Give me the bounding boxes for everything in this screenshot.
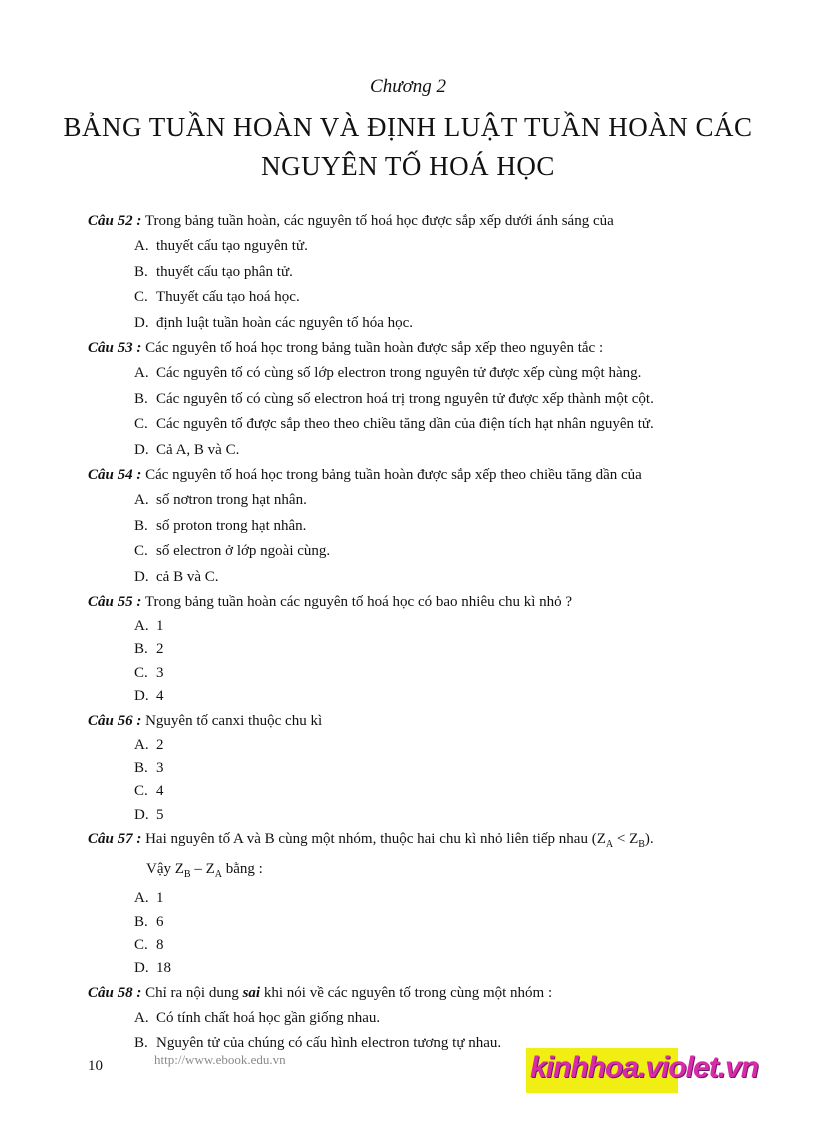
page-number: 10	[88, 1058, 103, 1074]
option-text: Thuyết cấu tạo hoá học.	[156, 289, 300, 305]
option-letter: A.	[134, 365, 149, 381]
option-letter: A.	[134, 492, 149, 508]
option-d	[88, 565, 788, 591]
option-text: định luật tuần hoàn các nguyên tố hóa học.	[156, 314, 414, 331]
option-c	[88, 662, 788, 685]
z-symbol: Z	[596, 831, 606, 848]
option-a	[88, 488, 788, 514]
option-c	[88, 780, 788, 803]
option-text: Có tính chất hoá học gần giống nhau.	[156, 1009, 381, 1026]
option-letter: C.	[134, 664, 148, 681]
option-letter: A.	[134, 890, 149, 907]
option-letter: A.	[134, 618, 149, 634]
option-a	[88, 234, 788, 260]
close-paren: ).	[644, 831, 654, 848]
options-57	[88, 887, 788, 981]
question-56	[88, 709, 788, 734]
option-letter: C.	[134, 783, 148, 800]
option-text: 6	[156, 913, 164, 930]
option-b	[88, 638, 788, 661]
question-57-continuation	[88, 857, 788, 887]
options-58	[88, 1006, 788, 1057]
watermark-badge	[526, 1048, 759, 1093]
less-than: <	[613, 831, 630, 848]
option-d	[88, 804, 788, 827]
option-c	[88, 412, 788, 438]
option-letter: B.	[134, 760, 148, 777]
options-55	[88, 615, 788, 709]
subscript-a: A	[605, 839, 614, 851]
option-c	[88, 539, 788, 565]
option-a	[88, 361, 788, 387]
z-symbol: Z	[205, 861, 215, 878]
question-text: Các nguyên tố hoá học trong bảng tuần hoàn được sắp xếp theo nguyên tắc :	[141, 340, 604, 356]
option-letter: D.	[134, 806, 149, 823]
option-a	[88, 615, 788, 638]
option-text: Các nguyên tố có cùng số lớp electron trong nguyên tử được xếp cùng một hàng.	[156, 365, 642, 381]
option-letter: B.	[134, 1035, 148, 1052]
question-55	[88, 590, 788, 615]
question-label: Câu 56 :	[88, 712, 142, 729]
option-letter: D.	[134, 960, 149, 977]
option-text: 2	[156, 641, 164, 658]
question-text-post: khi nói về các nguyên tố trong cùng một nhóm :	[260, 984, 553, 1001]
option-letter: C.	[134, 416, 148, 432]
cont-prefix: Vậy	[146, 861, 175, 878]
option-letter: B.	[134, 390, 148, 407]
question-57	[88, 827, 788, 857]
option-letter: C.	[134, 543, 148, 559]
option-text: số electron ở lớp ngoài cùng.	[156, 543, 331, 559]
question-label: Câu 54 :	[88, 467, 142, 483]
option-a	[88, 1006, 788, 1032]
option-c	[88, 934, 788, 957]
question-label: Câu 52 :	[88, 213, 142, 229]
subscript-b: B	[183, 869, 191, 881]
option-letter: A.	[134, 238, 149, 254]
question-label: Câu 57 :	[88, 831, 142, 848]
option-letter: C.	[134, 289, 148, 305]
badge-logo-text: kinhhoa.violet.vn	[530, 1051, 759, 1084]
question-text: Hai nguyên tố A và B cùng một nhóm, thuộc hai chu kì nhỏ liên tiếp nhau (	[141, 831, 597, 848]
option-text: thuyết cấu tạo phân tử.	[156, 263, 293, 280]
option-letter: A.	[134, 1009, 149, 1026]
subscript-b: B	[638, 839, 645, 851]
option-c	[88, 285, 788, 311]
question-58	[88, 981, 788, 1006]
question-label: Câu 58 :	[88, 984, 142, 1001]
option-text: 4	[156, 783, 164, 800]
question-53	[88, 336, 788, 361]
question-52	[88, 209, 788, 234]
option-letter: D.	[134, 688, 149, 705]
option-text: 4	[156, 688, 164, 705]
options-54	[88, 488, 788, 590]
emphasis-word: sai	[242, 984, 261, 1001]
option-letter: D.	[134, 441, 149, 458]
chapter-title-line-1: BẢNG TUẦN HOÀN VÀ ĐỊNH LUẬT TUẦN HOÀN CÁC	[63, 112, 753, 142]
footer-url-link[interactable]: http://www.ebook.edu.vn	[154, 1052, 286, 1067]
option-text: 2	[156, 736, 164, 753]
question-list	[88, 209, 788, 1057]
question-label: Câu 55 :	[88, 594, 142, 610]
option-text: thuyết cấu tạo nguyên tử.	[156, 238, 308, 254]
option-text: số nơtron trong hạt nhân.	[156, 492, 307, 508]
z-symbol: Z	[629, 831, 639, 848]
question-text: Các nguyên tố hoá học trong bảng tuần hoàn được sắp xếp theo chiều tăng dần của	[141, 467, 642, 483]
option-b	[88, 387, 788, 413]
question-text: Trong bảng tuần hoàn các nguyên tố hoá học có bao nhiêu chu kì nhỏ ?	[141, 594, 573, 610]
option-b	[88, 514, 788, 540]
option-text: 18	[156, 960, 171, 977]
option-text: Cả A, B và C.	[156, 441, 240, 458]
option-b	[88, 911, 788, 934]
option-d	[88, 685, 788, 708]
subscript-a: A	[214, 869, 222, 881]
option-letter: B.	[134, 517, 148, 534]
option-text: số proton trong hạt nhân.	[156, 517, 307, 534]
option-text: 5	[156, 806, 164, 823]
chapter-title-line-2: NGUYÊN TỐ HOÁ HỌC	[261, 151, 555, 181]
minus-sign: –	[190, 861, 206, 878]
question-text-pre: Chỉ ra nội dung	[141, 984, 243, 1001]
option-b	[88, 757, 788, 780]
z-symbol: Z	[174, 861, 184, 878]
question-54	[88, 463, 788, 488]
chapter-label: Chương 2	[370, 76, 446, 97]
options-56	[88, 734, 788, 828]
option-text: cả B và C.	[156, 568, 219, 585]
option-text: 1	[156, 890, 164, 907]
option-a	[88, 734, 788, 757]
option-letter: B.	[134, 263, 148, 280]
options-52	[88, 234, 788, 336]
cont-suffix: bằng :	[222, 861, 263, 878]
option-text: 1	[156, 618, 164, 634]
option-letter: D.	[134, 314, 149, 331]
option-letter: C.	[134, 937, 148, 954]
option-a	[88, 887, 788, 910]
question-text: Trong bảng tuần hoàn, các nguyên tố hoá học được sắp xếp dưới ánh sáng của	[141, 213, 614, 229]
option-letter: A.	[134, 736, 149, 753]
question-label: Câu 53 :	[88, 340, 142, 356]
question-text: Nguyên tố canxi thuộc chu kì	[141, 712, 323, 729]
option-text: Các nguyên tố có cùng số electron hoá trị trong nguyên tử được xếp thành một cột.	[156, 390, 654, 407]
option-text: 8	[156, 937, 164, 954]
option-letter: D.	[134, 568, 149, 585]
option-letter: B.	[134, 913, 148, 930]
option-d	[88, 311, 788, 337]
option-d	[88, 438, 788, 464]
option-text: 3	[156, 760, 164, 777]
option-letter: B.	[134, 641, 148, 658]
option-text: Các nguyên tố được sắp theo theo chiều tăng dần của điện tích hạt nhân nguyên tử.	[156, 416, 654, 432]
option-text: Nguyên tử của chúng có cấu hình electron tương tự nhau.	[156, 1035, 502, 1052]
option-text: 3	[156, 664, 164, 681]
option-b	[88, 260, 788, 286]
option-d	[88, 957, 788, 980]
options-53	[88, 361, 788, 463]
